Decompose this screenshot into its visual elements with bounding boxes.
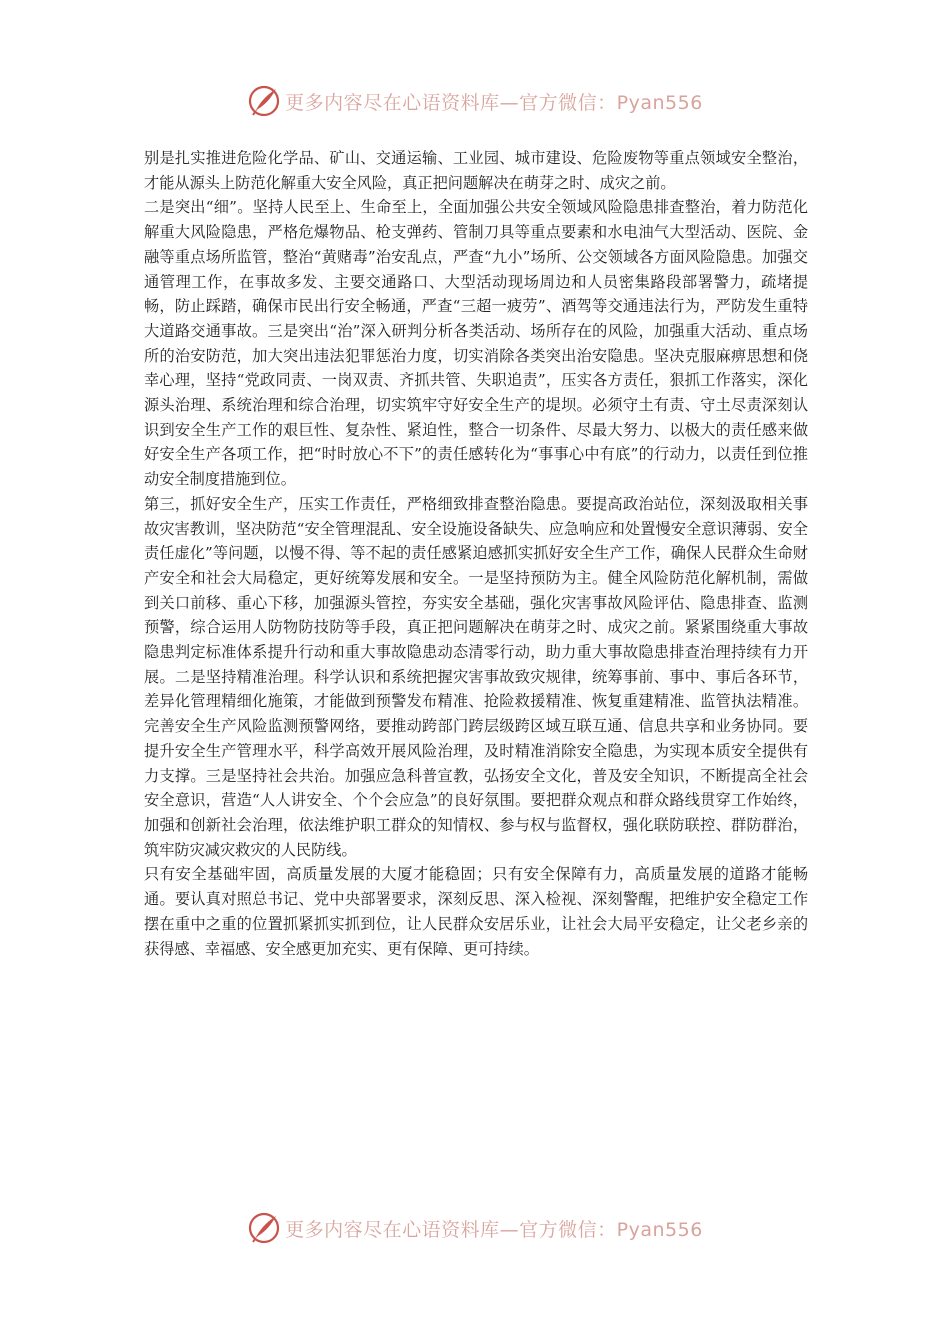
watermark-text: 更多内容尽在心语资料库—官方微信：Pyan556	[285, 1218, 703, 1241]
document-body	[144, 146, 808, 961]
paragraph: 别是扎实推进危险化学品、矿山、交通运输、工业园、城市建设、危险废物等重点领域安全整治，才能从源头上防范化解重大安全风险，真正把问题解决在萌芽之时、成灾之前。	[144, 149, 808, 192]
feather-pen-logo-icon	[247, 84, 281, 118]
paragraph: 二是突出“细”。坚持人民至上、生命至上，全面加强公共安全领域风险隐患排查整治，着力防范化解重大风险隐患，严格危爆物品、枪支弹药、管制刀具等重点要素和水电油气大型活动、医院、金融等重点场所监管，整治“黄赌毒”治安乱点，严查“九小”场所、公交领域各方面风险隐患。加强交通管理工作，在事故多发、主要交通路口、大型活动现场周边和人员密集路段部署警力，疏堵提畅，防止踩踏，确保市民出行安全畅通，严查“三超一疲劳”、酒驾等交通违法行为，严防发生重特大道路交通事故。三是突出“治”深入研判分析各类活动、场所存在的风险，加强重大活动、重点场所的治安防范，加大突出违法犯罪惩治力度，切实消除各类突出治安隐患。坚决克服麻痹思想和侥幸心理，坚持“党政同责、一岗双责、齐抓共管、失职追责”，压实各方责任，狠抓工作落实，深化源头治理、系统治理和综合治理，切实筑牢守好安全生产的堤坝。必须守土有责、守土尽责深刻认识到安全生产工作的艰巨性、复杂性、紧迫性，整合一切条件、尽最大努力、以极大的责任感来做好安全生产各项工作，把“时时放心不下”的责任感转化为“事事心中有底”的行动力，以责任到位推动安全制度措施到位。	[144, 198, 808, 489]
feather-pen-logo-icon	[247, 1211, 281, 1245]
paragraph: 只有安全基础牢固，高质量发展的大厦才能稳固；只有安全保障有力，高质量发展的道路才能畅通。要认真对照总书记、党中央部署要求，深刻反思、深入检视、深刻警醒，把维护安全稳定工作摆在重中之重的位置抓紧抓实抓到位，让人民群众安居乐业，让社会大局平安稳定，让父老乡亲的获得感、幸福感、安全感更加充实、更有保障、更可持续。	[144, 865, 808, 958]
watermark-text: 更多内容尽在心语资料库—官方微信：Pyan556	[285, 91, 703, 114]
paragraph: 第三，抓好安全生产，压实工作责任，严格细致排查整治隐患。要提高政治站位，深刻汲取相关事故灾害教训，坚决防范“安全管理混乱、安全设施设备缺失、应急响应和处置慢安全意识薄弱、安全责任虚化”等问题，以慢不得、等不起的责任感紧迫感抓实抓好安全生产工作，确保人民群众生命财产安全和社会大局稳定，更好统筹发展和安全。一是坚持预防为主。健全风险防范化解机制，需做到关口前移、重心下移，加强源头管控，夯实安全基础，强化灾害事故风险评估、隐患排查、监测预警，综合运用人防物防技防等手段，真正把问题解决在萌芽之时、成灾之前。紧紧围绕重大事故隐患判定标准体系提升行动和重大事故隐患动态清零行动，助力重大事故隐患排查治理持续有力开展。二是坚持精准治理。科学认识和系统把握灾害事故致灾规律，统筹事前、事中、事后各环节，差异化管理精细化施策，才能做到预警发布精准、抢险救援精准、恢复重建精准、监管执法精准。完善安全生产风险监测预警网络，要推动跨部门跨层级跨区域互联互通、信息共享和业务协同。要提升安全生产管理水平，科学高效开展风险治理，及时精准消除安全隐患，为实现本质安全提供有力支撑。三是坚持社会共治。加强应急科普宣教，弘扬安全文化，普及安全知识，不断提高全社会安全意识，营造“人人讲安全、个个会应急”的良好氛围。要把群众观点和群众路线贯穿工作始终，加强和创新社会治理，依法维护职工群众的知情权、参与权与监督权，强化联防联控、群防群治，筑牢防灾减灾救灾的人民防线。	[144, 494, 808, 859]
header-watermark	[0, 84, 950, 118]
footer-watermark	[0, 1211, 950, 1245]
